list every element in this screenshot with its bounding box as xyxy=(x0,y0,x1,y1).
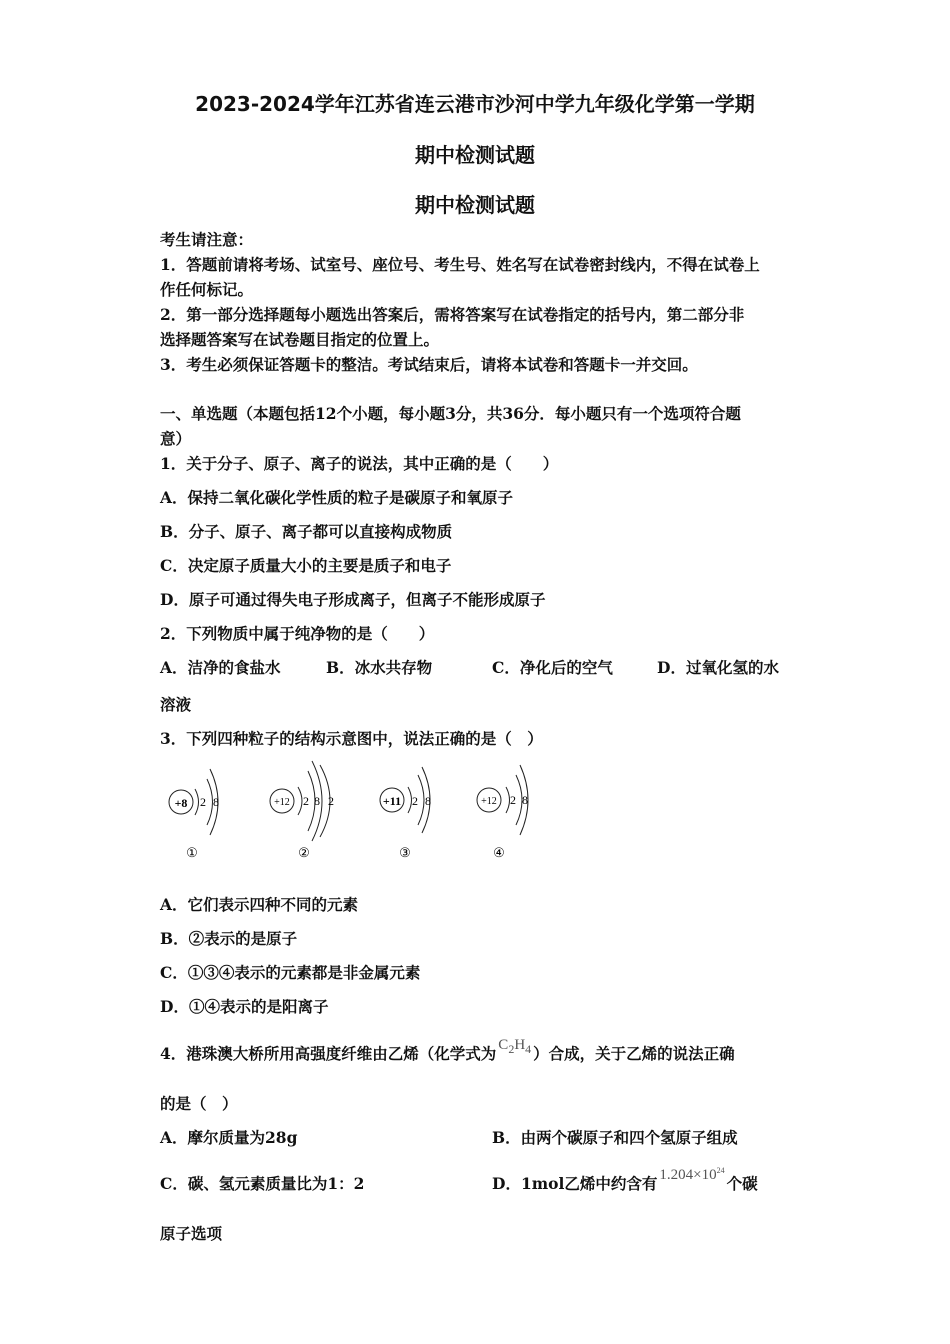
avogadro-mantissa: 1.204×10 xyxy=(659,1167,717,1183)
electron-shell xyxy=(195,789,199,815)
diagram-label: ④ xyxy=(493,845,505,860)
question-2-option-c: C．净化后的空气 xyxy=(492,658,613,677)
nucleus-charge: +8 xyxy=(174,796,188,810)
notice-heading: 考生请注意： xyxy=(160,230,254,249)
electron-shell xyxy=(298,787,302,815)
avogadro-number xyxy=(659,1167,724,1183)
question-1-option-d: D．原子可通过得失电子形成离子，但离子不能形成原子 xyxy=(160,590,546,609)
question-1-option-c: C．决定原子质量大小的主要是质子和电子 xyxy=(160,556,452,575)
question-4-option-d-wrap: 原子选项 xyxy=(160,1224,223,1243)
shell-electron-count: 2 xyxy=(328,794,334,808)
question-1-option-b: B．分子、原子、离子都可以直接构成物质 xyxy=(160,522,453,541)
electron-shell xyxy=(408,787,412,813)
question-4-stem-end: ）合成，关于乙烯的说法正确 xyxy=(533,1044,735,1063)
question-4-stem-start: 4．港珠澳大桥所用高强度纤维由乙烯（化学式为 xyxy=(160,1044,497,1063)
shell-electron-count: 8 xyxy=(314,794,320,808)
formula-hydrogen: H xyxy=(514,1037,526,1053)
title-line-2: 期中检测试题 xyxy=(415,143,535,167)
electron-shell xyxy=(418,775,424,825)
electron-shell xyxy=(506,787,510,813)
question-2-option-d-wrap: 溶液 xyxy=(160,695,192,714)
ethylene-formula xyxy=(498,1037,532,1056)
question-4-option-c: C．碳、氢元素质量比为1：2 xyxy=(160,1174,365,1193)
question-1-option-a: A．保持二氧化碳化学性质的粒子是碳原子和氧原子 xyxy=(160,488,514,507)
diagram-label: ② xyxy=(298,845,310,860)
particle-diagram-3 xyxy=(380,767,431,860)
question-4-option-d-end: 个碳 xyxy=(726,1174,758,1193)
notice-line: 3．考生必须保证答题卡的整洁。考试结束后，请将本试卷和答题卡一并交回。 xyxy=(160,355,698,374)
title-line-1: 2023-2024学年江苏省连云港市沙河中学九年级化学第一学期 xyxy=(195,92,755,116)
shell-electron-count: 2 xyxy=(200,795,206,809)
question-2-stem: 2．下列物质中属于纯净物的是（ ） xyxy=(160,624,435,643)
atomic-structure-diagrams xyxy=(150,755,550,865)
notice-line: 作任何标记。 xyxy=(160,280,254,299)
shell-electron-count: 8 xyxy=(522,793,528,807)
section-heading-wrap: 意） xyxy=(160,429,192,448)
question-2-option-b: B．冰水共存物 xyxy=(326,658,433,677)
question-4-option-d-start: D．1mol乙烯中约含有 xyxy=(492,1174,658,1193)
question-3-option-c: C．①③④表示的元素都是非金属元素 xyxy=(160,963,421,982)
shell-electron-count: 2 xyxy=(412,794,418,808)
shell-electron-count: 2 xyxy=(303,794,309,808)
question-4-option-d xyxy=(492,1166,758,1194)
particle-diagram-2 xyxy=(270,761,334,860)
question-4-option-a: A．摩尔质量为28g xyxy=(160,1128,298,1147)
notice-line: 1．答题前请将考场、试室号、座位号、考生号、姓名写在试卷密封线内，不得在试卷上 xyxy=(160,255,760,274)
formula-carbon-count: 2 xyxy=(508,1042,515,1056)
question-3-option-a: A．它们表示四种不同的元素 xyxy=(160,895,359,914)
shell-electron-count: 2 xyxy=(510,793,516,807)
electron-shell xyxy=(207,779,213,825)
formula-carbon: C xyxy=(498,1037,509,1053)
question-2-option-d: D．过氧化氢的水 xyxy=(657,658,779,677)
nucleus-charge: +12 xyxy=(481,796,497,807)
section-heading: 一、单选题（本题包括12个小题，每小题3分，共36分．每小题只有一个选项符合题 xyxy=(160,404,741,423)
diagram-label: ③ xyxy=(399,845,411,860)
question-4-option-b: B．由两个碳原子和四个氢原子组成 xyxy=(492,1128,738,1147)
notice-line: 选择题答案写在试卷题目指定的位置上。 xyxy=(160,330,440,349)
title-line-3: 期中检测试题 xyxy=(415,193,535,217)
formula-hydrogen-count: 4 xyxy=(525,1042,532,1056)
nucleus-charge: +12 xyxy=(274,797,290,808)
question-4-stem-wrap: 的是（ ） xyxy=(160,1094,238,1113)
shell-electron-count: 8 xyxy=(425,794,431,808)
particle-diagram-4 xyxy=(477,765,528,860)
question-2-option-a: A．洁净的食盐水 xyxy=(160,658,281,677)
avogadro-exponent: 24 xyxy=(716,1166,725,1175)
particle-diagram-1 xyxy=(169,769,219,860)
question-3-stem: 3．下列四种粒子的结构示意图中，说法正确的是（ ） xyxy=(160,729,543,748)
shell-electron-count: 8 xyxy=(213,795,219,809)
question-4-stem xyxy=(160,1037,735,1067)
question-3-option-d: D．①④表示的是阳离子 xyxy=(160,997,329,1016)
nucleus-charge: +11 xyxy=(382,794,402,808)
question-1-stem: 1．关于分子、原子、离子的说法，其中正确的是（ ） xyxy=(160,454,559,473)
notice-line: 2．第一部分选择题每小题选出答案后，需将答案写在试卷指定的括号内，第二部分非 xyxy=(160,305,745,324)
diagram-label: ① xyxy=(186,845,198,860)
question-3-option-b: B．②表示的是原子 xyxy=(160,929,298,948)
